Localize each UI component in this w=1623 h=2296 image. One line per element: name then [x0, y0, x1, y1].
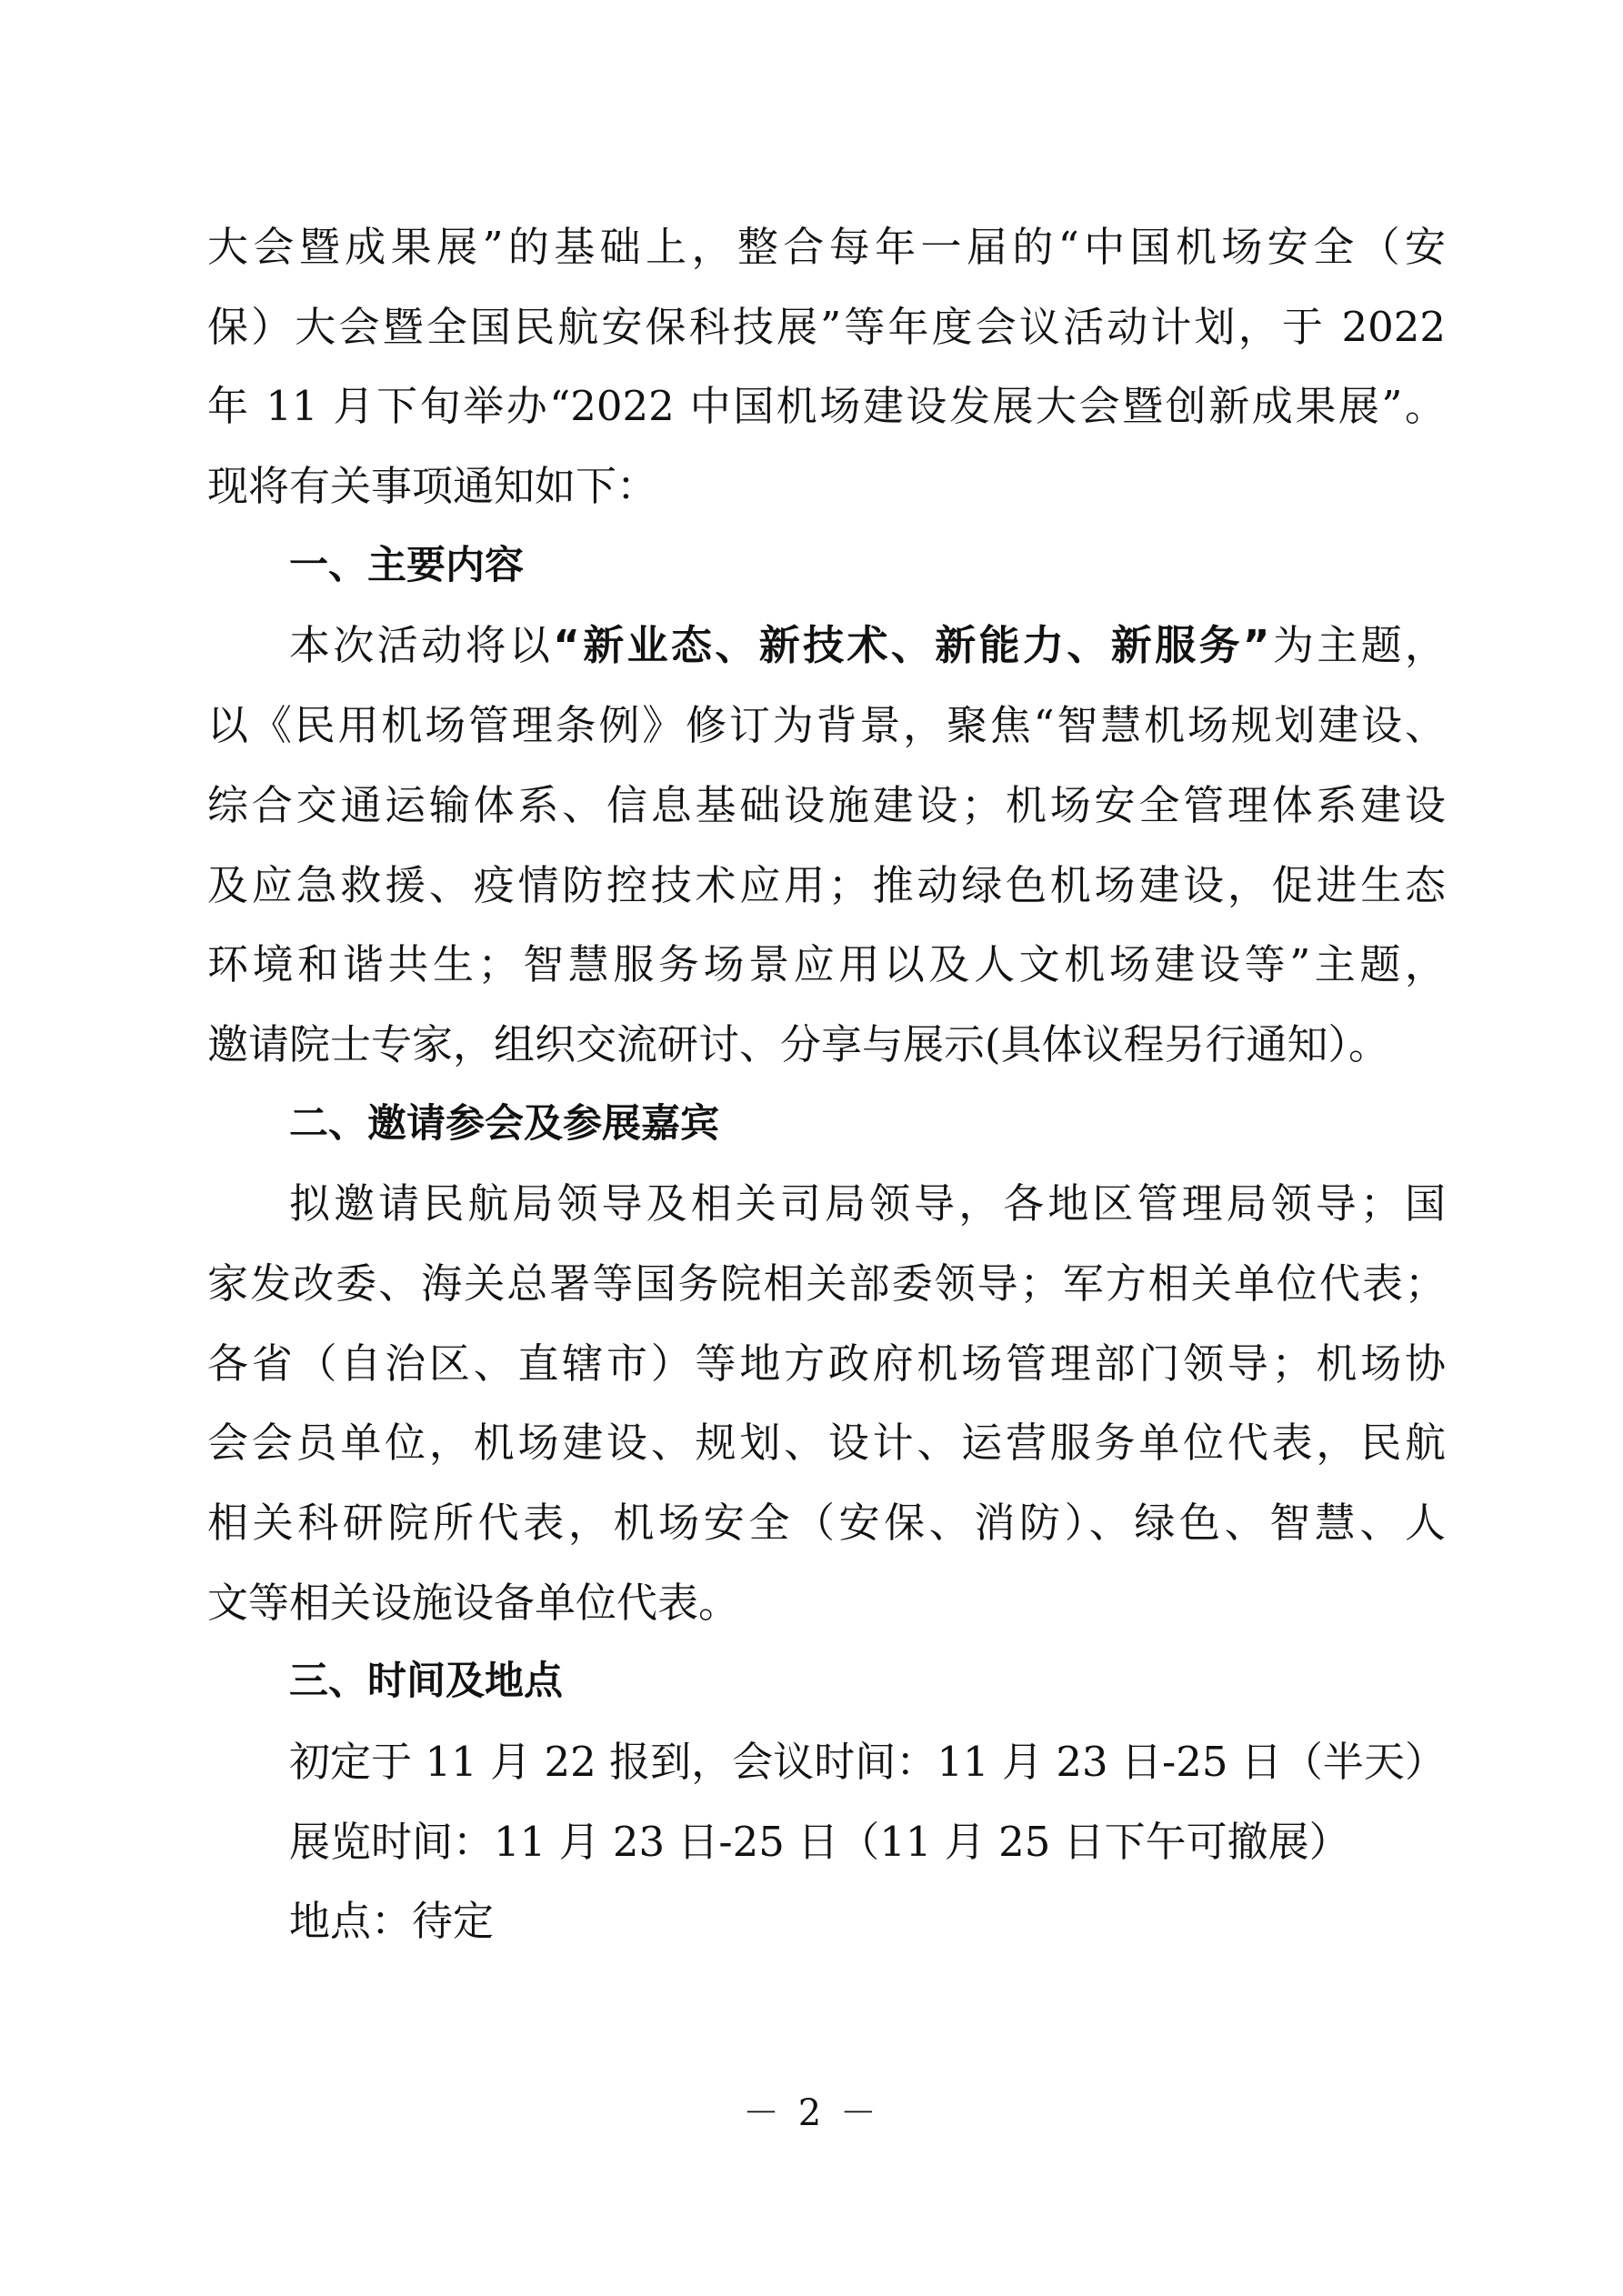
- paragraph-line: 会会员单位，机场建设、规划、设计、运营服务单位代表，民航: [207, 1419, 1446, 1468]
- paragraph-line: 现将有关事项通知如下：: [207, 462, 658, 511]
- paragraph-line: 大会暨成果展”的基础上，整合每年一届的“中国机场安全（安: [207, 223, 1446, 271]
- theme-suffix: 为主题，: [1269, 621, 1446, 670]
- paragraph-line: 综合交通运输体系、信息基础设施建设；机场安全管理体系建设: [207, 780, 1446, 829]
- paragraph-line: [207, 606, 1446, 686]
- paragraph-line: 拟邀请民航局领导及相关司局领导，各地区管理局领导；国: [289, 1179, 1446, 1228]
- section-heading-main-content: 一、主要内容: [289, 542, 524, 588]
- theme-prefix: 本次活动将以: [289, 621, 554, 670]
- theme-keywords: “新业态、新技术、新能力、新服务”: [553, 621, 1270, 670]
- paragraph-line: 及应急救援、疫情防控技术应用；推动绿色机场建设，促进生态: [207, 860, 1446, 909]
- paragraph-line: 家发改委、海关总署等国务院相关部委领导；军方相关单位代表；: [207, 1258, 1446, 1308]
- paragraph-line: 保）大会暨全国民航安保科技展”等年度会议活动计划，于 2022: [207, 302, 1446, 351]
- section-heading-invited-guests: 二、邀请参会及参展嘉宾: [289, 1100, 719, 1147]
- paragraph-line: 文等相关设施设备单位代表。: [207, 1578, 740, 1627]
- paragraph-line: 各省（自治区、直辖市）等地方政府机场管理部门领导；机场协: [207, 1338, 1446, 1388]
- paragraph-line: 年 11 月下旬举办“2022 中国机场建设发展大会暨创新成果展”。: [207, 382, 1446, 431]
- paragraph-line: 邀请院士专家，组织交流研讨、分享与展示(具体议程另行通知）。: [207, 1019, 1390, 1068]
- paragraph-line: 地点：待定: [289, 1897, 495, 1946]
- page-number: － 2 －: [743, 2092, 880, 2134]
- paragraph-line: 相关科研院所代表，机场安全（安保、消防）、绿色、智慧、人: [207, 1499, 1446, 1547]
- section-heading-time-and-place: 三、时间及地点: [289, 1659, 563, 1705]
- paragraph-line: 以《民用机场管理条例》修订为背景，聚焦“智慧机场规划建设、: [207, 701, 1446, 750]
- paragraph-line: 环境和谐共生；智慧服务场景应用以及人文机场建设等”主题，: [207, 940, 1446, 989]
- paragraph-line: 初定于 11 月 22 报到，会议时间：11 月 23 日-25 日（半天）: [289, 1738, 1446, 1787]
- paragraph-line: 展览时间：11 月 23 日-25 日（11 月 25 日下午可撤展）: [289, 1817, 1350, 1866]
- document-body: [207, 207, 1446, 1961]
